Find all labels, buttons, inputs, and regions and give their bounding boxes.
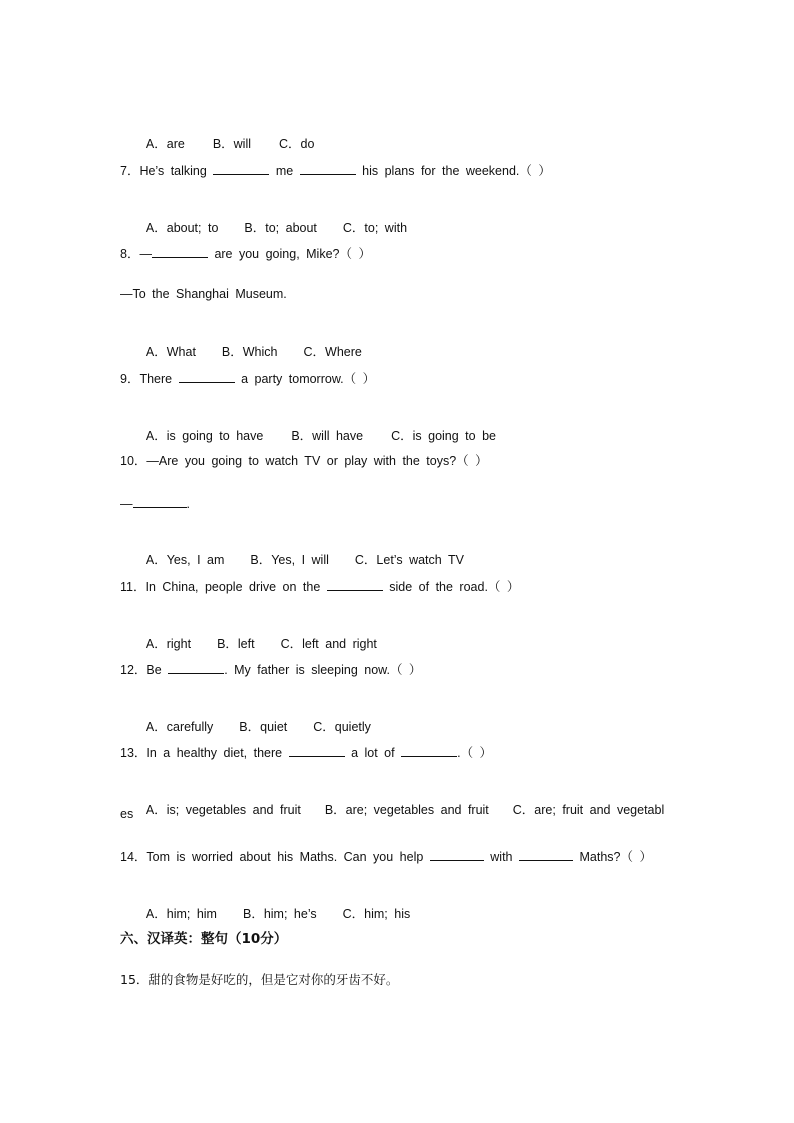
- question-10: 10．—Are you going to watch TV or play with the toys?（ ）: [120, 454, 488, 468]
- option-b: B．Yes, I will: [250, 553, 329, 567]
- answer-blank[interactable]: [168, 661, 224, 674]
- question-13: 13．In a healthy diet, there a lot of .（ ）: [120, 746, 493, 760]
- option-a: A．What: [145, 345, 196, 359]
- option-b: B．to; about: [244, 221, 317, 235]
- option-a: A．is going to have: [145, 429, 264, 443]
- q6-options: [120, 120, 314, 168]
- question-8: 8．— are you going, Mike?（ ）: [120, 247, 371, 261]
- q8-answer-line: —To the Shanghai Museum.: [120, 287, 287, 301]
- option-c: C．quietly: [313, 720, 371, 734]
- option-c: C．to; with: [342, 221, 408, 235]
- answer-blank[interactable]: [289, 744, 345, 757]
- answer-blank[interactable]: [327, 578, 383, 591]
- question-12: 12．Be . My father is sleeping now.（ ）: [120, 663, 422, 677]
- question-7: 7．He’s talking me his plans for the weekend.（ ）: [120, 164, 551, 178]
- question-9: 9．There a party tomorrow.（ ）: [120, 372, 376, 386]
- answer-blank[interactable]: [133, 495, 187, 508]
- question-15: 15．甜的食物是好吃的，但是它对你的牙齿不好。: [120, 972, 399, 987]
- option-a: A．about; to: [145, 221, 219, 235]
- option-c: C．is going to be: [391, 429, 496, 443]
- question-11: 11．In China, people drive on the side of the road.（ ）: [120, 580, 520, 594]
- option-b: B．quiet: [239, 720, 288, 734]
- answer-blank[interactable]: [519, 848, 573, 861]
- option-c: C．are; fruit and vegetabl: [512, 803, 665, 817]
- option-b: B．will have: [291, 429, 364, 443]
- option-a: A．right: [145, 637, 192, 651]
- option-b: B．are; vegetables and fruit: [324, 803, 489, 817]
- q10-answer-line: — .: [120, 497, 190, 511]
- option-c: C．him; his: [342, 907, 411, 921]
- option-a: A．him; him: [145, 907, 217, 921]
- section-heading: 六、汉译英：整句（10分）: [120, 931, 288, 947]
- option-c: C．Where: [303, 345, 362, 359]
- q8-options: [120, 328, 362, 376]
- option-c: C．do: [279, 137, 315, 151]
- option-a: A．Yes, I am: [145, 553, 225, 567]
- question-14: 14．Tom is worried about his Maths. Can you help with Maths?（ ）: [120, 850, 652, 864]
- answer-blank[interactable]: [430, 848, 484, 861]
- q13-options: [120, 786, 664, 834]
- q10-options: [120, 536, 464, 584]
- option-b: B．Which: [221, 345, 278, 359]
- answer-blank[interactable]: [152, 245, 208, 258]
- option-a: A．carefully: [145, 720, 214, 734]
- option-c: C．Let’s watch TV: [354, 553, 464, 567]
- answer-blank[interactable]: [213, 162, 269, 175]
- option-a: A．are: [145, 137, 185, 151]
- answer-blank[interactable]: [179, 370, 235, 383]
- option-b: B．will: [212, 137, 252, 151]
- option-a: A．is; vegetables and fruit: [145, 803, 301, 817]
- option-b: B．left: [217, 637, 255, 651]
- q13-options-wrap: es: [120, 807, 134, 821]
- answer-blank[interactable]: [300, 162, 356, 175]
- option-c: C．left and right: [280, 637, 377, 651]
- option-b: B．him; he’s: [242, 907, 317, 921]
- answer-blank[interactable]: [401, 744, 457, 757]
